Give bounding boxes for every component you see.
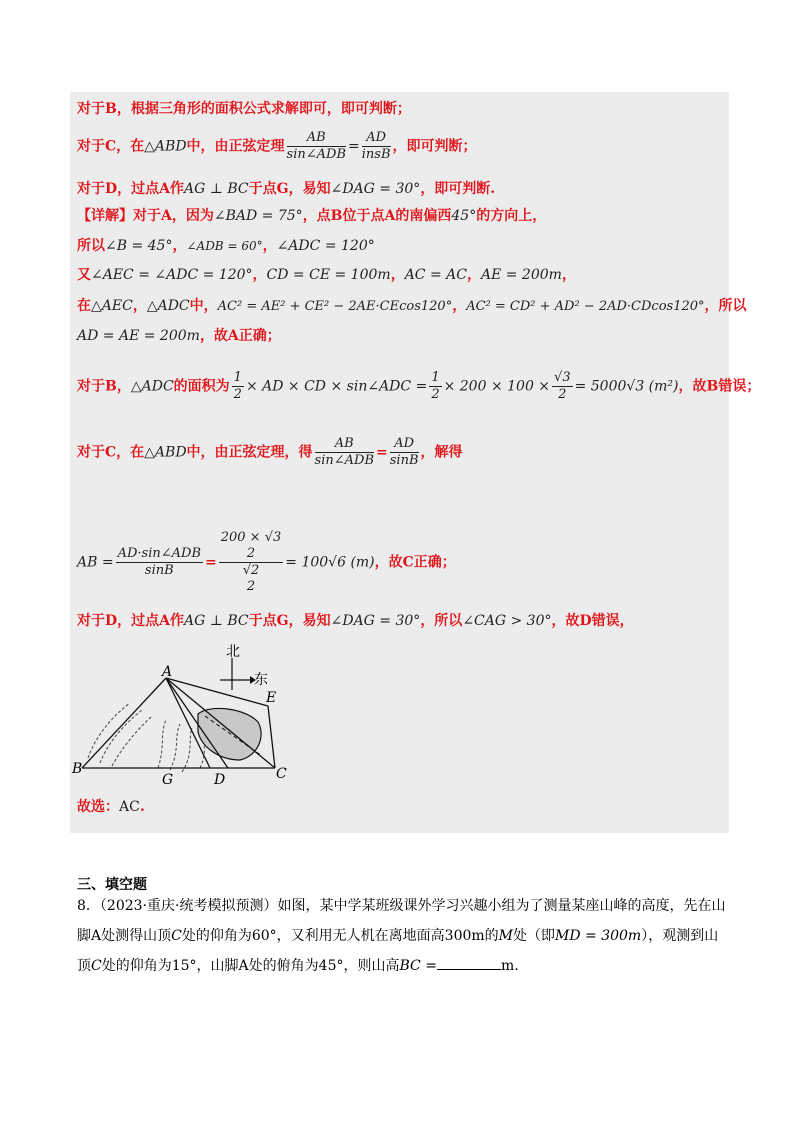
choice-end: . (139, 799, 145, 815)
so-text: 所以 (77, 238, 105, 254)
hint-d-angle: ∠DAG = 30° (330, 181, 421, 197)
point-a-label: A (162, 664, 173, 680)
point-b-label: B (72, 761, 83, 777)
q2-a: 脚A处测得山顶 (77, 928, 172, 944)
ab-big-fraction: 200 × √3 2 √2 2 (220, 530, 282, 594)
question-line-1 (77, 897, 725, 915)
q2-m: M (498, 928, 514, 944)
d-angle-dag: ∠DAG = 30° (330, 613, 421, 629)
also-ac: AC = AC (404, 267, 467, 283)
hint-d-perp: AG ⊥ BC (184, 181, 249, 197)
hint-d-suffix: ，即可判断. (420, 181, 496, 197)
c-mid: 中，由正弦定理，得 (186, 444, 313, 461)
d-prefix: 对于D，过点A作 (77, 613, 185, 629)
north-label: 北 (226, 644, 240, 660)
a-verdict: ，故A正确； (199, 328, 281, 344)
q2-b: 处的仰角为 (181, 928, 252, 944)
also-cd-ce: CD = CE = 100m (266, 267, 391, 283)
ab-fraction: $\frac{\text{AD·sin∠ADB}}{\sin B}$ (117, 546, 201, 578)
q3-bc: BC = (399, 958, 437, 974)
cosine-law-1: AC² = AE² + CE² − 2AE·CEcos120° (217, 299, 453, 314)
q3-c: C (91, 958, 102, 974)
in-mid: 中， (189, 298, 218, 314)
q3-unit: m. (500, 958, 519, 974)
solution-ad-result (77, 327, 281, 345)
east-label: 东 (254, 672, 268, 688)
cosine-suffix: ，所以 (704, 298, 747, 314)
question-line-3 (77, 957, 519, 975)
point-d-label: D (214, 772, 226, 788)
b-mid: 的面积为 (173, 378, 230, 395)
triangle-adc: △ADC (146, 298, 190, 314)
triangle-aec: △AEC (91, 298, 133, 314)
d-perp: AG ⊥ BC (184, 613, 249, 629)
b-half-2: $\frac{1}{2}$ (431, 370, 440, 402)
question-number: 8． (77, 898, 100, 914)
compass (220, 658, 250, 690)
d-verdict: ，故D错误， (551, 613, 634, 629)
detail-text-3: 的方向上， (476, 208, 547, 224)
solution-ab-compute: AB = $\frac{\text{AD·sin∠ADB}}{\sin B}$ = 200 × √3 2 √2 2 = 100√6 (m)，故C正确； (77, 530, 456, 594)
solution-so-line: 所以∠B = 45°，∠ADB = 60°，∠ADC = 120° (77, 238, 375, 254)
hint-d-mid: 于点G，易知 (248, 181, 331, 197)
hint-c-fraction-2: $\frac{AD}{\text{insB}}$ (361, 130, 391, 162)
solution-c-sine: 对于C，在△ABD中，由正弦定理，得 $\frac{AB}{\text{sin∠ADB}}$ = $\frac{AD}{\sin B}$ ，解得 (77, 436, 463, 468)
choice-value: AC (119, 799, 140, 815)
geometry-figure (70, 638, 310, 788)
c-triangle: △ABD (144, 444, 187, 461)
hint-c-prefix: 对于C，在 (77, 138, 145, 155)
so-angle-adc: ∠ADC = 120° (276, 238, 375, 254)
q2-height: 300m (444, 928, 485, 944)
solution-hint-b (77, 100, 411, 118)
q3-a: 顶 (77, 958, 91, 974)
b-prefix: 对于B， (77, 378, 131, 395)
hint-c-triangle: △ABD (144, 138, 187, 155)
so-angle-adb: ∠ADB = 60° (186, 239, 263, 253)
c-fraction-1: $\frac{AB}{\text{sin∠ADB}}$ (314, 436, 375, 468)
detail-text-1: 对于A，因为 (133, 208, 214, 224)
terrain-contours (88, 703, 204, 772)
q3-angle-2: 45° (318, 958, 344, 974)
q2-c: C (171, 928, 182, 944)
solution-choice (77, 798, 145, 816)
ab-verdict: ，故C正确； (374, 554, 456, 571)
q3-angle-1: 15° (171, 958, 197, 974)
q3-c2: ，山脚A处的俯角为 (196, 958, 319, 974)
point-e-label: E (266, 690, 277, 706)
q3-b: 处的仰角为 (101, 958, 172, 974)
q2-d: 的 (484, 928, 499, 944)
ab-left: AB = (77, 554, 114, 571)
solution-b-area (77, 370, 760, 403)
q2-angle: 60° (251, 928, 277, 944)
b-half-1: $\frac{1}{2}$ (233, 370, 242, 402)
detail-text-2: ，点B位于点A的南偏西 (302, 208, 452, 224)
solution-cosine-line: 在△AEC，△ADC中，AC² = AE² + CE² − 2AE·CEcos120°，AC² = CD² + AD² − 2AD·CDcos120°，所以 (77, 298, 747, 314)
hint-c-equals: = (348, 138, 360, 155)
detail-label: 【详解】 (77, 208, 133, 224)
q2-md: MD = 300m (555, 928, 642, 944)
in-text: 在 (77, 298, 91, 314)
d-angle-cag: ∠CAG > 30° (462, 613, 552, 629)
solution-also-line: 又∠AEC = ∠ADC = 120°，CD = CE = 100m，AC = AC，AE = 200m， (77, 267, 576, 283)
point-c-label: C (276, 766, 287, 782)
b-formula-left: × AD × CD × sin∠ADC = (245, 378, 428, 395)
c-suffix: ，解得 (420, 444, 463, 461)
b-sqrt3-frac: $\frac{√3}{2}$ (554, 370, 571, 402)
answer-blank[interactable] (437, 957, 501, 970)
d-mid-2: ，所以 (420, 613, 463, 629)
ad-result: AD = AE = 200m (77, 328, 200, 344)
section-title: 三、填空题 (77, 877, 147, 893)
hint-c-fraction-1: $\frac{AB}{\text{sin∠ADB}}$ (286, 130, 347, 162)
q3-d: ，则山高 (343, 958, 400, 974)
detail-angle-45: 45° (451, 208, 477, 224)
also-ae: AE = 200m (480, 267, 562, 283)
solution-d-line (77, 612, 634, 630)
choice-label: 故选： (77, 799, 119, 815)
q2-e: 处（即 (513, 928, 556, 944)
b-verdict: ，故B错误； (678, 378, 761, 395)
solution-detail-a (77, 207, 546, 225)
also-angle-aec: ∠AEC = ∠ADC = 120° (91, 267, 253, 283)
c-fraction-2: $\frac{AD}{\sin B}$ (389, 436, 419, 468)
hint-c-suffix: ，即可判断； (392, 138, 477, 155)
b-formula-mid: × 200 × 100 × (443, 378, 551, 395)
c-prefix: 对于C，在 (77, 444, 145, 461)
detail-angle-bad: ∠BAD = 75° (213, 208, 303, 224)
d-mid: 于点G，易知 (248, 613, 331, 629)
so-angle-b: ∠B = 45° (105, 238, 173, 254)
q2-c2: ，又利用无人机在离地面高 (276, 928, 445, 944)
question-line-2 (77, 927, 718, 945)
solution-hint-d (77, 180, 495, 198)
b-formula-right: = 5000√3 (m²) (574, 378, 679, 395)
point-g-label: G (162, 772, 174, 788)
b-triangle: △ADC (130, 378, 174, 395)
cosine-law-2: AC² = CD² + AD² − 2AD·CDcos120° (466, 299, 705, 314)
hint-d-prefix: 对于D，过点A作 (77, 181, 185, 197)
mountain-region (198, 708, 261, 760)
ab-result: = 100√6 (m) (285, 554, 375, 571)
solution-hint-c (77, 130, 477, 163)
hint-b-text: 对于B，根据三角形的面积公式求解即可，即可判断； (77, 101, 411, 117)
hint-c-mid: 中，由正弦定理 (186, 138, 285, 155)
also-text: 又 (77, 267, 91, 283)
question-text-1: （2023·重庆·统考模拟预测）如图，某中学某班级课外学习兴趣小组为了测量某座山峰的高度，先在山 (99, 898, 726, 914)
q2-f: ），观测到山 (641, 928, 719, 944)
